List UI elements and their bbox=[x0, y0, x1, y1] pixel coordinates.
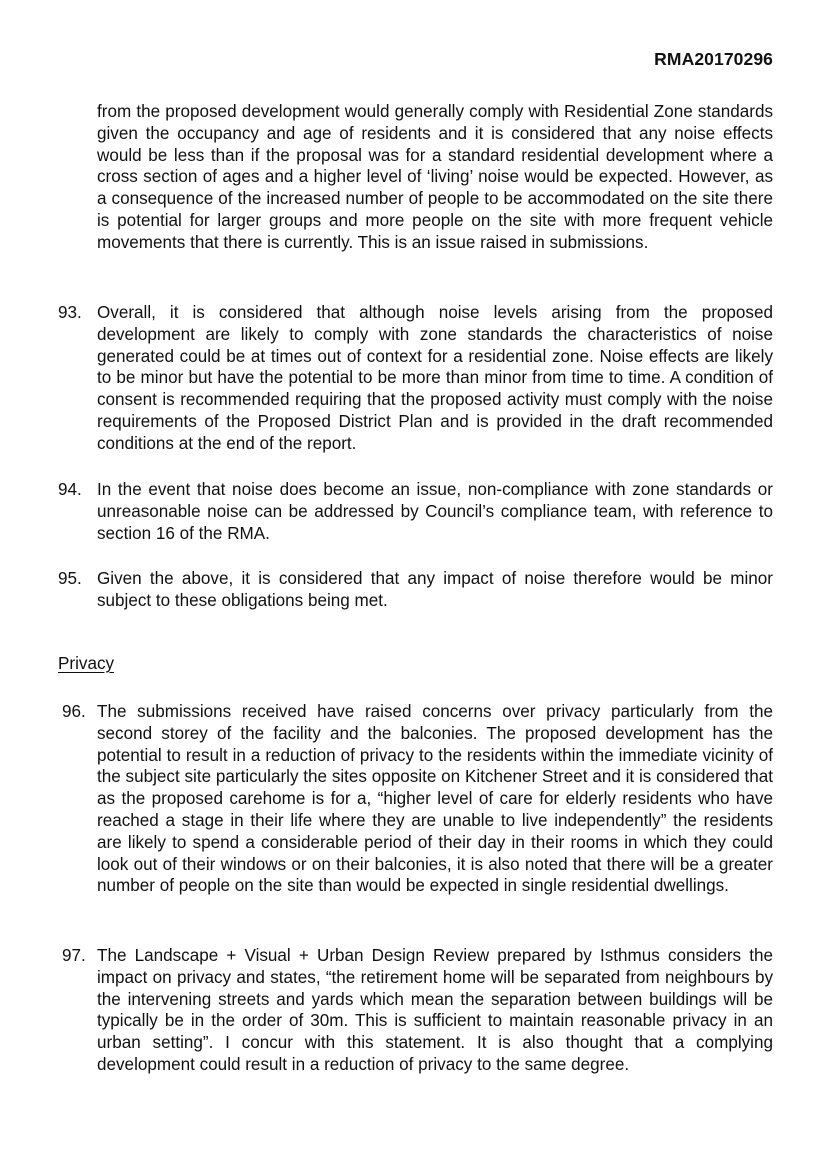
paragraph-number-96: 96. bbox=[62, 702, 86, 721]
paragraph-95: Given the above, it is considered that any impact of noise therefore would be minor subject to these obligations being met. bbox=[97, 569, 773, 610]
paragraph-94: In the event that noise does become an issue, non-compliance with zone standards or unreasonable noise can be addressed by Council’s compliance team, with reference to section 16 of the RMA. bbox=[97, 480, 773, 543]
paragraph-number-94: 94. bbox=[58, 480, 82, 499]
paragraph-97: The Landscape + Visual + Urban Design Review prepared by Isthmus considers the impact on privacy and states, “the retirement home will be separated from neighbours by the intervening streets and yards which mean the separation between buildings will be typically be in the order of 30m. This is sufficient to maintain reasonable privacy in an urban setting”. I concur with this statement. It is also thought that a complying development could result in a reduction of privacy to the same degree. bbox=[97, 946, 773, 1074]
paragraph-number-97: 97. bbox=[62, 946, 86, 965]
paragraph-number-95: 95. bbox=[58, 569, 82, 588]
document-reference: RMA20170296 bbox=[654, 49, 773, 69]
section-heading-privacy: Privacy bbox=[58, 654, 115, 673]
paragraph-93: Overall, it is considered that although noise levels arising from the proposed development are likely to comply with zone standards the characteristics of noise generated could be at times out of context for a residential zone. Noise effects are likely to be minor but have the potential to be more than minor from time to time. A condition of consent is recommended requiring that the proposed activity must comply with the noise requirements of the Proposed District Plan and is provided in the draft recommended conditions at the end of the report. bbox=[97, 303, 773, 453]
paragraph-number-93: 93. bbox=[58, 303, 82, 322]
paragraph-96: The submissions received have raised concerns over privacy particularly from the second storey of the facility and the balconies. The proposed development has the potential to result in a reduction of privacy to the residents within the immediate vicinity of the subject site particularly the sites opposite on Kitchener Street and it is considered that as the proposed carehome is for a, “higher level of care for elderly residents who have reached a stage in their life where they are unable to live independently” the residents are likely to spend a considerable period of their day in their rooms in which they could look out of their windows or on their balconies, it is also noted that there will be a greater number of people on the site than would be expected in single residential dwellings. bbox=[97, 702, 773, 896]
paragraph-continuation: from the proposed development would generally comply with Residential Zone standards given the occupancy and age of residents and it is considered that any noise effects would be less than if the proposal was for a standard residential development where a cross section of ages and a higher level of ‘living’ noise would be expected. However, as a consequence of the increased number of people to be accommodated on the site there is potential for larger groups and more people on the site with more frequent vehicle movements that there is currently. This is an issue raised in submissions. bbox=[97, 102, 773, 252]
